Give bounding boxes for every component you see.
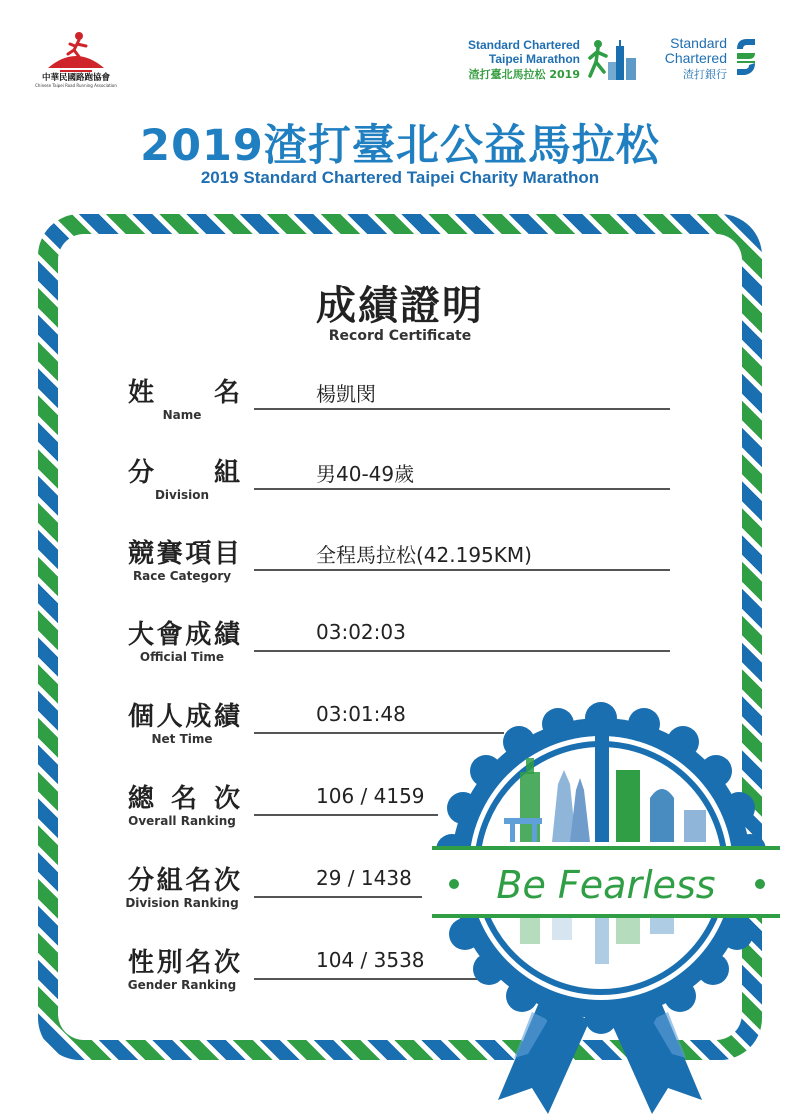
label-char: 績 xyxy=(213,620,240,650)
field-value: 楊凱閔 xyxy=(316,382,376,406)
field-label-chinese xyxy=(128,778,240,815)
field-value: 104 / 3538 xyxy=(316,948,425,972)
field-race-category xyxy=(0,533,800,603)
underline xyxy=(254,408,670,410)
field-label-chinese xyxy=(128,452,240,489)
field-value: 106 / 4159 xyxy=(316,784,425,808)
label-char: 性 xyxy=(128,948,155,978)
field-label-chinese xyxy=(128,614,240,651)
field-label-chinese xyxy=(128,942,240,979)
marathon-logo-line1: Standard Chartered xyxy=(467,38,580,52)
field-label-english: Division Ranking xyxy=(125,896,239,910)
field-label-english: Race Category xyxy=(132,569,232,583)
label-char: 名 xyxy=(185,866,212,896)
field-official-time xyxy=(0,614,800,684)
label-char: 會 xyxy=(156,620,183,650)
standard-chartered-icon xyxy=(733,35,759,81)
label-char: 績 xyxy=(213,702,240,732)
field-value: 03:01:48 xyxy=(316,702,406,726)
field-label-chinese xyxy=(128,860,240,897)
label-char: 別 xyxy=(156,948,183,978)
label-char: 總 xyxy=(128,784,155,814)
field-value: 03:02:03 xyxy=(316,620,406,644)
label-char: 項 xyxy=(185,539,212,569)
event-title-chinese: 2019渣打臺北公益馬拉松 xyxy=(140,121,660,171)
bank-logo-line1: Standard xyxy=(670,35,727,51)
label-char: 個 xyxy=(128,702,155,732)
underline xyxy=(254,896,422,898)
event-title-english: 2019 Standard Chartered Taipei Charity Marathon xyxy=(200,168,600,187)
field-label-english: Official Time xyxy=(139,650,225,664)
label-char: 目 xyxy=(213,539,240,569)
certificate-title-chinese: 成績證明 xyxy=(316,283,484,329)
underline xyxy=(254,814,438,816)
label-char: 名 xyxy=(213,378,240,408)
label-char: 名 xyxy=(170,784,197,814)
field-label-chinese xyxy=(128,372,240,409)
field-value: 29 / 1438 xyxy=(316,866,412,890)
label-char: 成 xyxy=(185,702,212,732)
label-char: 競 xyxy=(128,539,155,569)
label-char: 次 xyxy=(213,784,240,814)
underline xyxy=(254,569,670,571)
field-value: 男40-49歲 xyxy=(316,462,415,486)
label-char: 賽 xyxy=(156,539,183,569)
marathon-runner-icon xyxy=(586,36,638,80)
field-label-chinese xyxy=(128,533,240,570)
label-char: 大 xyxy=(128,620,155,650)
field-division xyxy=(0,452,800,522)
field-label-english: Name xyxy=(162,408,202,422)
field-label-english: Net Time xyxy=(151,732,213,746)
label-char: 名 xyxy=(185,948,212,978)
field-name xyxy=(0,372,800,442)
label-char: 人 xyxy=(156,702,183,732)
association-subtitle: Chinese Taipei Road Running Association xyxy=(35,83,117,88)
be-fearless-badge xyxy=(420,700,782,1114)
label-char: 組 xyxy=(156,866,183,896)
label-char: 次 xyxy=(213,948,240,978)
label-char: 分 xyxy=(128,458,155,488)
certificate-title-english: Record Certificate xyxy=(328,328,472,344)
field-label-english: Division xyxy=(154,488,210,502)
field-value: 全程馬拉松(42.195KM) xyxy=(316,543,532,567)
label-char: 次 xyxy=(213,866,240,896)
field-label-english: Gender Ranking xyxy=(127,978,237,992)
bank-logo-line3: 渣打銀行 xyxy=(683,68,727,81)
label-char: 分 xyxy=(128,866,155,896)
underline xyxy=(254,650,670,652)
field-label-english: Overall Ranking xyxy=(128,814,236,828)
marathon-logo-line2: Taipei Marathon xyxy=(488,52,580,66)
label-char: 組 xyxy=(213,458,240,488)
badge-slogan: Be Fearless xyxy=(496,863,716,907)
label-char: 成 xyxy=(185,620,212,650)
marathon-logo-line3: 渣打臺北馬拉松 2019 xyxy=(468,68,580,81)
label-char: 姓 xyxy=(128,378,155,408)
field-label-chinese xyxy=(128,696,240,733)
underline xyxy=(254,488,670,490)
association-name: 中華民國路跑協會 xyxy=(41,73,110,83)
bank-logo-line2: Chartered xyxy=(664,50,727,66)
